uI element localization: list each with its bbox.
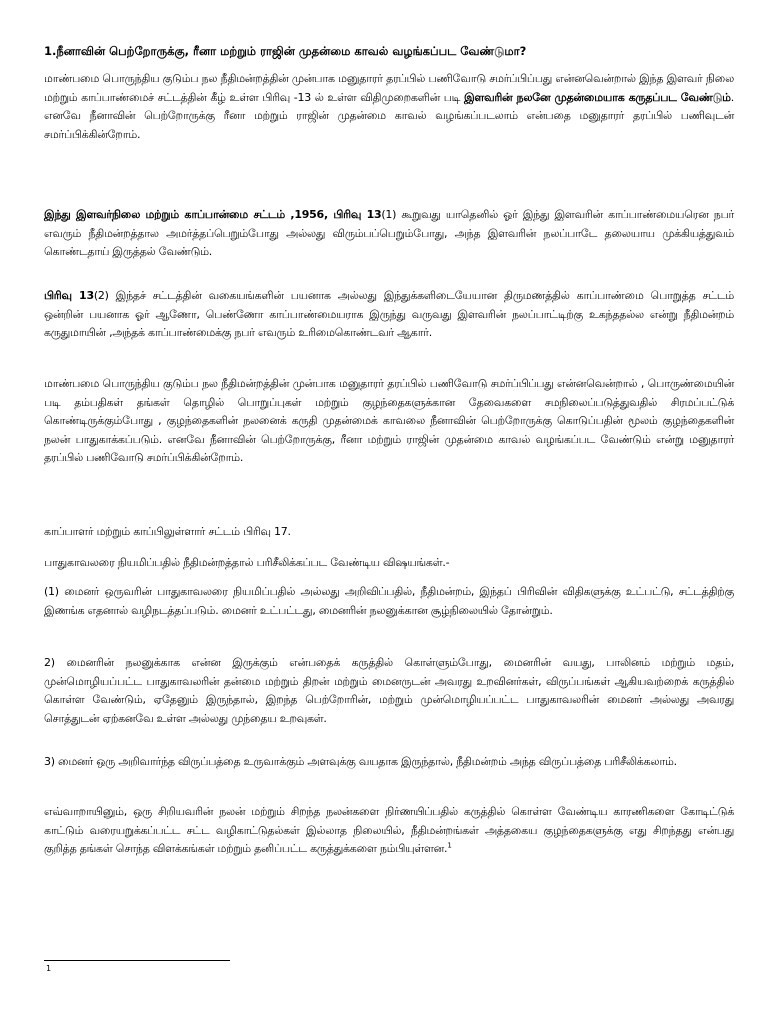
paragraph-4 bbox=[44, 375, 734, 468]
paragraph-3-text: (2) இந்தச் சட்டத்தின் வகையங்களின் பயனாக அல்லது இந்துக்களிடையேயான திருமணத்தில் காப்பாண்மை பொறுத்த சட்டம் ஒன்றின் பயனாக ஓர் ஆணோ, பெண்ணோ காப்பாண்மையராக இருந்து வருவது இளவரின் நலப்பாட்டிற்கு உகந்ததல்ல என்று நீதிமன்றம் கருதுமாயின் ,அந்தக் காப்பாண்மைக்கு நபர் எவரும் உரிமைகொண்டவர் ஆகார். bbox=[44, 289, 734, 339]
section-heading-text: காப்பாளர் மற்றும் காப்பிலுள்ளார் சட்டம் பிரிவு 17. bbox=[44, 525, 291, 538]
paragraph-8 bbox=[44, 753, 734, 772]
question-title: 1.நீனாவின் பெற்றோருக்கு, ரீனா மற்றும் ராஜின் முதன்மை காவல் வழங்கப்பட வேண்டுமா? bbox=[44, 44, 527, 58]
paragraph-2 bbox=[44, 206, 734, 262]
section-heading bbox=[44, 523, 734, 542]
footnote-ref[interactable]: 1 bbox=[447, 841, 452, 850]
paragraph-1-tail: . எனவே நீனாவின் பெற்றோருக்கு ரீனா மற்றும் ராஜின் முதன்மை காவல் வழங்கப்படலாம் என்பதை மனுதாரர் தரப்பில் பணிவுடன் சமர்ப்பிக்கின்றோம். bbox=[44, 90, 734, 141]
paragraph-5 bbox=[44, 554, 734, 573]
paragraph-1-bold: இளவரின் நலனே முதன்மையாக கருதப்பட வேண்டும் bbox=[463, 90, 731, 104]
paragraph-4-text: மாண்பமை பொருந்திய குடும்ப நல நீதிமன்றத்தின் முன்பாக மனுதாரர் தரப்பில் பணிவோடு சமர்ப்பிப்பது என்னவென்றால் , பொருண்மையின் படி தம்பதிகள் தங்கள் தொழில் பொறுப்புகள் மற்றும் குழந்தைகளுக்கான தேவைகளை சமநிலைப்படுத்துவதில் சிரமப்பட்டுக் கொண்டிருக்கும்போது , குழந்தைகளின் நலனைக் கருதி முதன்மைக் காவலை நீனாவின் பெற்றோருக்கு கொடுப்பதின் மூலம் குழந்தைகளின் நலன் பாதுகாக்கப்படும். எனவே நீனாவின் பெற்றோருக்கு, ரீனா மற்றும் ராஜின் முதன்மை காவல் வழங்கப்பட வேண்டும் என்று மனுதாரர் தரப்பில் பணிவோடு சமர்ப்பிக்கின்றோம். bbox=[44, 377, 734, 464]
footnote-number: 1 bbox=[46, 964, 52, 973]
paragraph-7 bbox=[44, 654, 734, 728]
paragraph-9 bbox=[44, 803, 734, 859]
paragraph-6 bbox=[44, 583, 734, 620]
paragraph-2-text: (1) கூறுவது யாதெனில் ஓர் இந்து இளவரின் காப்பாண்மையரென நபர் எவரும் நீதிமன்றத்தால அமர்த்தப்பெறும்போது அல்லது விரும்பப்பெறும்போது, அந்த இளவரின் நலப்பாடே தலையாய முக்கியத்துவம் கொண்டதாய் இருத்தல் வேண்டும். bbox=[44, 208, 734, 258]
footnote-separator bbox=[44, 960, 230, 961]
paragraph-5-text: பாதுகாவலரை நியமிப்பதில் நீதிமன்றத்தால் பரிசீலிக்கப்பட வேண்டிய விஷயங்கள்.- bbox=[44, 556, 450, 569]
paragraph-7-text: 2) மைனரின் நலனுக்காக என்ன இருக்கும் என்பதைக் கருத்தில் கொள்ளும்போது, மைனரின் வயது, பாலினம் மற்றும் மதம், முன்மொழியப்பட்ட பாதுகாவலரின் தன்மை மற்றும் திறன் மற்றும் மைனருடன் அவரது உறவினர்கள், விருப்பங்கள் ஆகியவற்றைக் கருத்தில் கொள்ள வேண்டும், ஏதேனும் இருந்தால், இறந்த பெற்றோரின், மற்றும் முன்மொழியப்பட்ட பாதுகாவலரின் மைனர் அல்லது அவரது சொத்துடன் ஏற்கனவே உள்ள அல்லது முந்தைய உறவுகள். bbox=[44, 656, 734, 725]
paragraph-3-bold: பிரிவு 13 bbox=[44, 289, 94, 302]
paragraph-1 bbox=[44, 70, 734, 144]
paragraph-8-text: 3) மைனர் ஒரு அறிவார்ந்த விருப்பத்தை உருவாக்கும் அளவுக்கு வயதாக இருந்தால், நீதிமன்றம் அந்த விருப்பத்தை பரிசீலிக்கலாம். bbox=[44, 755, 677, 768]
paragraph-9-text: எவ்வாறாயினும், ஒரு சிறியவரின் நலன் மற்றும் சிறந்த நலன்களை நிர்ணயிப்பதில் கருத்தில் கொள்ள வேண்டிய காரணிகளை கோடிட்டுக் காட்டும் வரையறுக்கப்பட்ட சட்ட வழிகாட்டுதல்கள் இல்லாத நிலையில், நீதிமன்றங்கள் அத்தகைய குழந்தைகளுக்கு எது சிறந்தது என்பது குறித்த தங்கள் சொந்த விளக்கங்கள் மற்றும் தனிப்பட்ட கருத்துக்களை நம்பியுள்ளன. bbox=[44, 805, 734, 855]
paragraph-6-text: (1) மைனர் ஒருவரின் பாதுகாவலரை நியமிப்பதில் அல்லது அறிவிப்பதில், நீதிமன்றம், இந்தப் பிரிவின் விதிகளுக்கு உட்பட்டு, சட்டத்திற்கு இணங்க எதனால் வழிநடத்தப்படும். மைனர் உட்பட்டது, மைனரின் நலனுக்கான சூழ்நிலையில் தோன்றும். bbox=[44, 585, 734, 617]
paragraph-2-bold: இந்து இளவர்நிலை மற்றும் காப்பான்மை சட்டம் ,1956, பிரிவு 13 bbox=[44, 208, 382, 221]
paragraph-3 bbox=[44, 287, 734, 343]
paragraph-1-text: மாண்பமை பொருந்திய குடும்ப நல நீதிமன்றத்தின் முன்பாக மனுதாரர் தரப்பில் பணிவோடு சமர்ப்பிப்பது என்னவென்றால் இந்த இளவர் நிலை மற்றும் காப்பாண்மைச் சட்டத்தின் கீழ் உள்ள பிரிவு -13 ல் உள்ள விதிமுறைகளின் படி bbox=[44, 72, 734, 104]
